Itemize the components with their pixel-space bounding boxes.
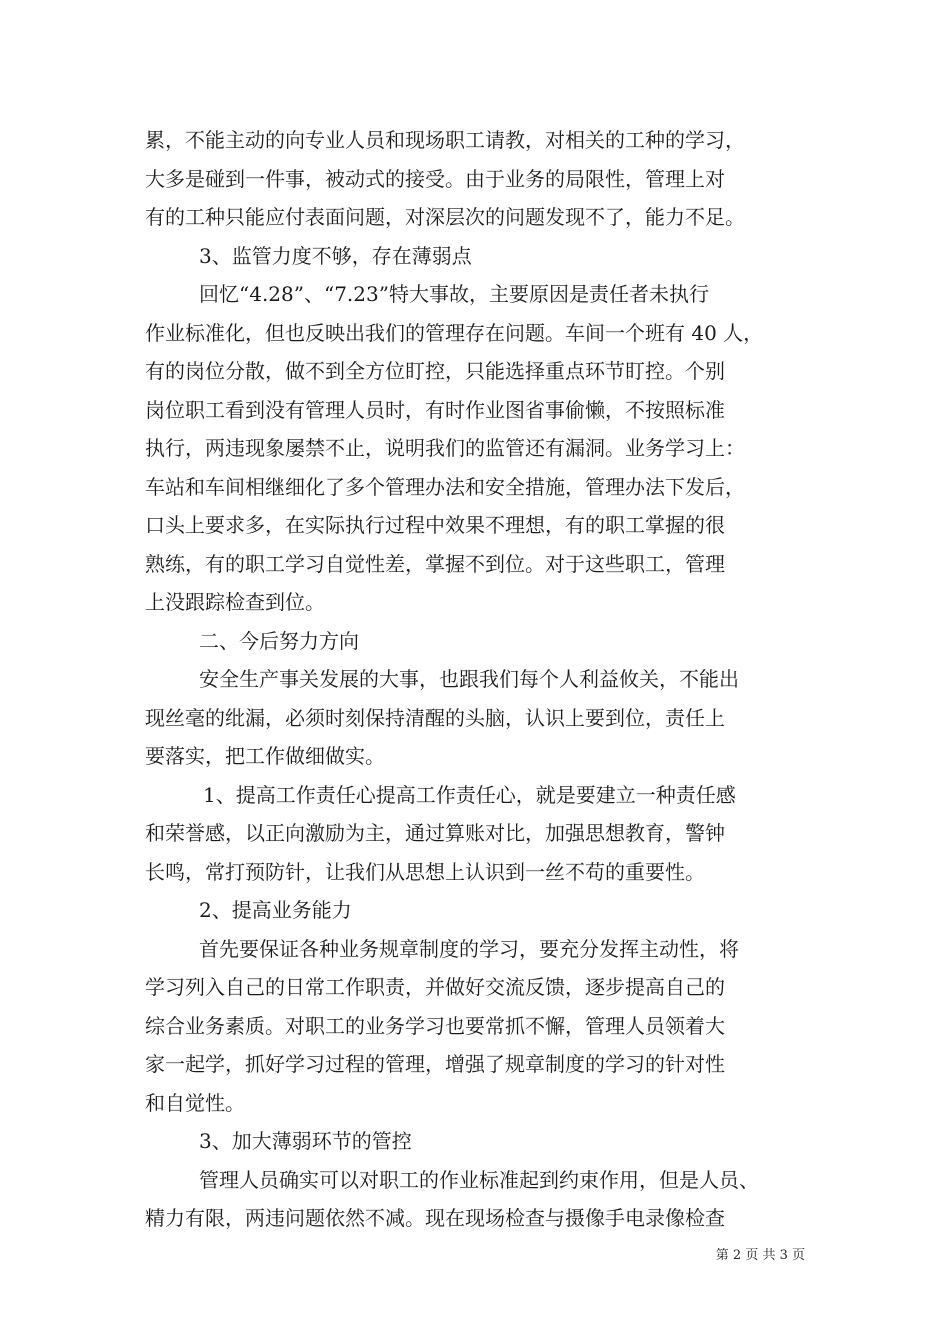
- paragraph-line: 和荣誉感，以正向激励为主，通过算账对比，加强思想教育，警钟: [145, 821, 725, 845]
- paragraph-line: 车站和车间相继细化了多个管理办法和安全措施，管理办法下发后，: [145, 474, 745, 499]
- paragraph-line: 首先要保证各种业务规章制度的学习，要充分发挥主动性，将: [199, 936, 739, 961]
- paragraph-line: 累，不能主动的向专业人员和现场职工请教，对相关的工种的学习，: [145, 128, 745, 152]
- paragraph-line: 岗位职工看到没有管理人员时，有时作业图省事偷懒，不按照标准: [145, 397, 725, 422]
- paragraph-line: 大多是碰到一件事，被动式的接受。由于业务的局限性，管理上对: [145, 166, 725, 191]
- paragraph-line: 有的工种只能应付表面问题，对深层次的问题发现不了，能力不足。: [145, 205, 745, 229]
- paragraph-line: 精力有限，两违问题依然不减。现在现场检查与摄像手电录像检查: [145, 1206, 725, 1230]
- paragraph-line: 长鸣，常打预防针，让我们从思想上认识到一丝不苟的重要性。: [145, 859, 705, 884]
- section-heading: 2、提高业务能力: [199, 898, 352, 922]
- paragraph-line: 回忆“4.28”、“7.23”特大事故，主要原因是责任者未执行: [199, 282, 709, 306]
- paragraph-line: 作业标准化，但也反映出我们的管理存在问题。车间一个班有 40 人，: [145, 320, 764, 345]
- page-number-footer: 第 2 页 共 3 页: [715, 1248, 805, 1263]
- document-body: [145, 121, 815, 1238]
- paragraph-line: 有的岗位分散，做不到全方位盯控，只能选择重点环节盯控。个别: [145, 359, 725, 383]
- paragraph-line: 管理人员确实可以对职工的作业标准起到约束作用，但是人员、: [199, 1167, 759, 1192]
- paragraph-line: 熟练，有的职工学习自觉性差，掌握不到位。对于这些职工，管理: [145, 551, 725, 576]
- paragraph-line: 家一起学，抓好学习过程的管理，增强了规章制度的学习的针对性: [145, 1052, 725, 1076]
- paragraph-line: 口头上要求多，在实际执行过程中效果不理想，有的职工掌握的很: [145, 513, 725, 537]
- section-heading: 3、加大薄弱环节的管控: [199, 1129, 412, 1153]
- section-heading: 3、监管力度不够，存在薄弱点: [199, 243, 472, 268]
- paragraph-line: 安全生产事关发展的大事，也跟我们每个人利益攸关，不能出: [199, 667, 739, 691]
- paragraph-line: 上没跟踪检查到位。: [145, 590, 325, 614]
- paragraph-line: 学习列入自己的日常工作职责，并做好交流反馈，逐步提高自己的: [145, 975, 725, 999]
- paragraph-line: 综合业务素质。对职工的业务学习也要常抓不懈，管理人员领着大: [145, 1013, 725, 1038]
- paragraph-line: 1、提高工作责任心提高工作责任心，就是要建立一种责任感: [203, 782, 736, 807]
- paragraph-line: 和自觉性。: [145, 1090, 245, 1115]
- section-heading: 二、今后努力方向: [199, 628, 359, 653]
- paragraph-line: 现丝毫的纰漏，必须时刻保持清醒的头脑，认识上要到位，责任上: [145, 705, 725, 730]
- paragraph-line: 要落实，把工作做细做实。: [145, 744, 385, 768]
- paragraph-line: 执行，两违现象屡禁不止，说明我们的监管还有漏洞。业务学习上：: [145, 436, 745, 460]
